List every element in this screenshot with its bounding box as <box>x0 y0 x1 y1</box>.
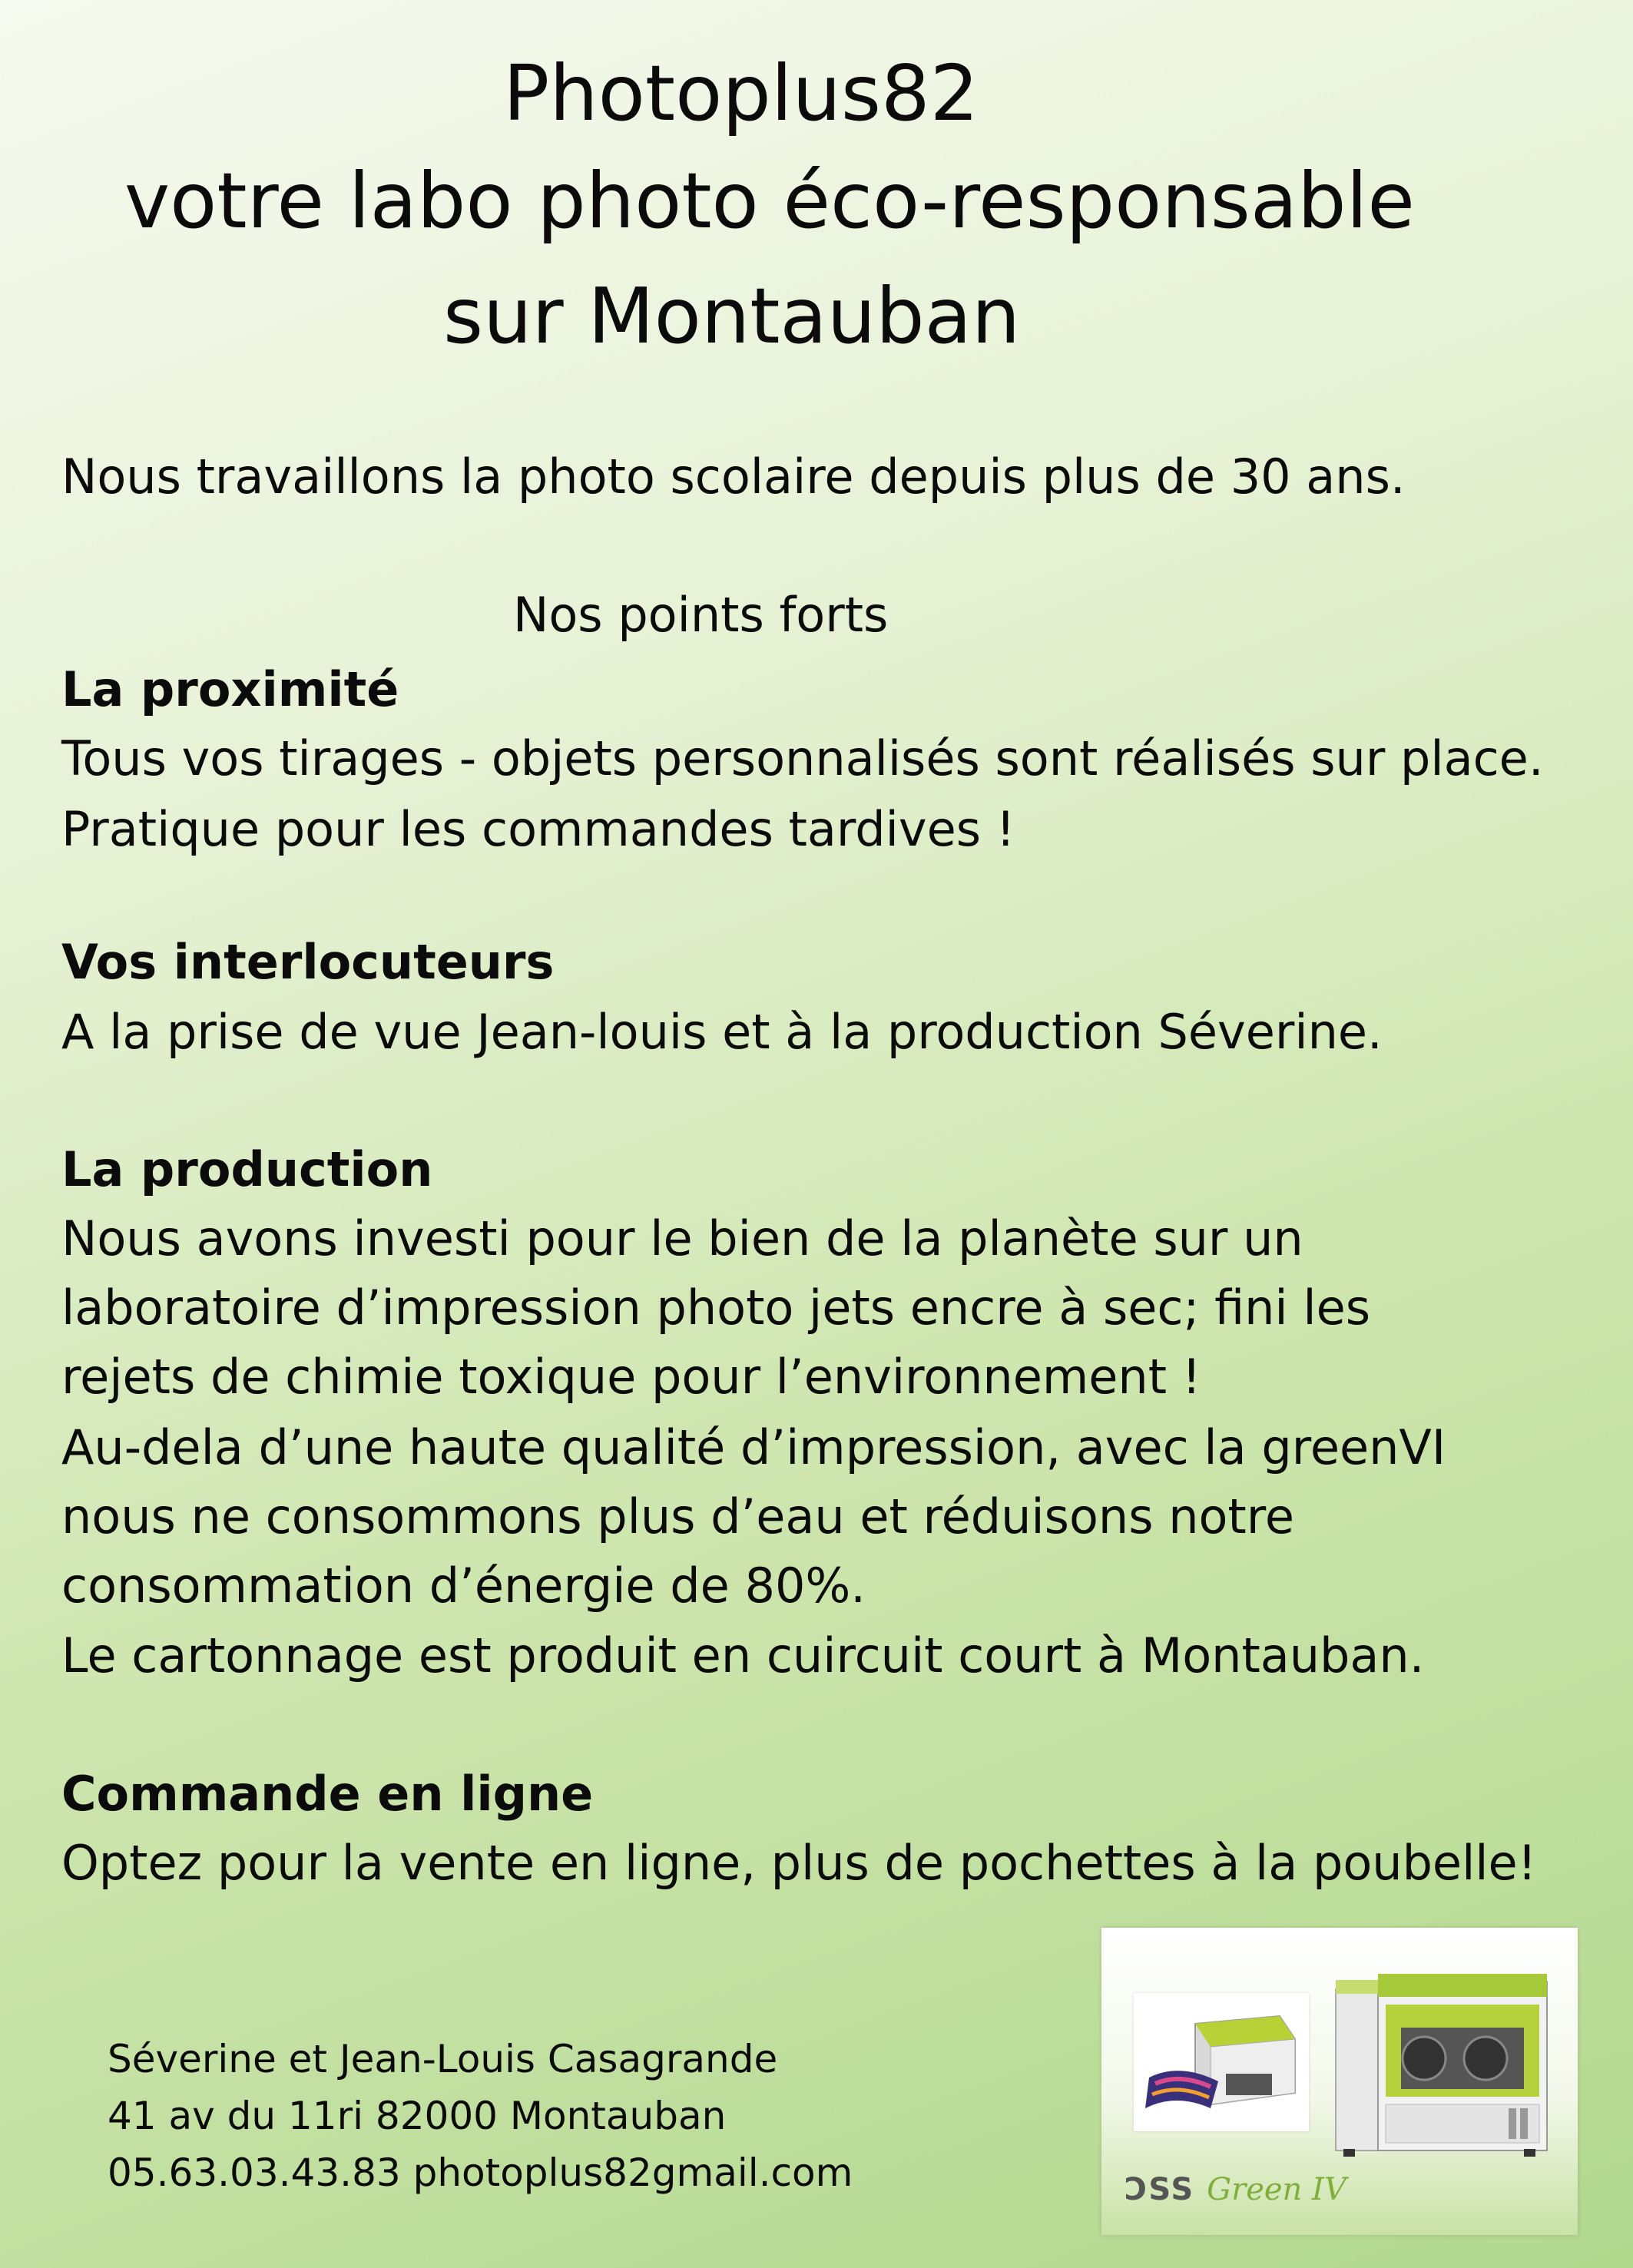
small-printer-icon <box>1134 1993 1309 2131</box>
section-line: Pratique pour les commandes tardives ! <box>61 801 1015 857</box>
section-line: rejets de chimie toxique pour l’environnement ! <box>61 1349 1201 1405</box>
section-line: Nous avons investi pour le bien de la planète sur un <box>61 1210 1303 1266</box>
points-title: Nos points forts <box>513 587 889 643</box>
page-title-line-1: Photoplus82 <box>503 48 979 138</box>
section-line: Tous vos tirages - objets personnalisés sont réalisés sur place. <box>61 730 1544 786</box>
footer-address: 41 av du 11ri 82000 Montauban <box>108 2094 727 2138</box>
product-image <box>1101 1928 1578 2235</box>
section-line: Le cartonnage est produit en cuircuit court à Montauban. <box>61 1627 1425 1684</box>
section-heading-proximite: La proximité <box>61 661 399 717</box>
section-line: A la prise de vue Jean-louis et à la production Séverine. <box>61 1004 1383 1060</box>
page-title-line-2: votre labo photo éco-responsable <box>124 156 1415 246</box>
footer-contact: 05.63.03.43.83 photoplus82gmail.com <box>108 2150 853 2195</box>
intro-text: Nous travaillons la photo scolaire depuis plus de 30 ans. <box>61 449 1406 505</box>
section-line: Optez pour la vente en ligne, plus de pochettes à la poubelle! <box>61 1835 1537 1891</box>
section-line: consommation d’énergie de 80%. <box>61 1558 866 1614</box>
section-heading-commande: Commande en ligne <box>61 1766 594 1822</box>
section-line: laboratoire d’impression photo jets encre à sec; fini les <box>61 1280 1371 1336</box>
logo-suffix: Green IV <box>1207 2172 1346 2207</box>
large-printer-icon <box>1332 1966 1555 2158</box>
small-printer-image <box>1134 1993 1309 2131</box>
section-line: Au-dela d’une haute qualité d’impression, avec la greenVI <box>61 1419 1446 1475</box>
footer-names: Séverine et Jean-Louis Casagrande <box>108 2037 778 2081</box>
logo-prefix: ƆSS <box>1125 2172 1195 2207</box>
section-line: nous ne consommons plus d’eau et réduisons notre <box>61 1488 1295 1545</box>
section-heading-interlocuteurs: Vos interlocuteurs <box>61 934 555 990</box>
product-logo <box>1125 2172 1346 2207</box>
section-heading-production: La production <box>61 1141 433 1197</box>
page-title-line-3: sur Montauban <box>443 271 1021 361</box>
